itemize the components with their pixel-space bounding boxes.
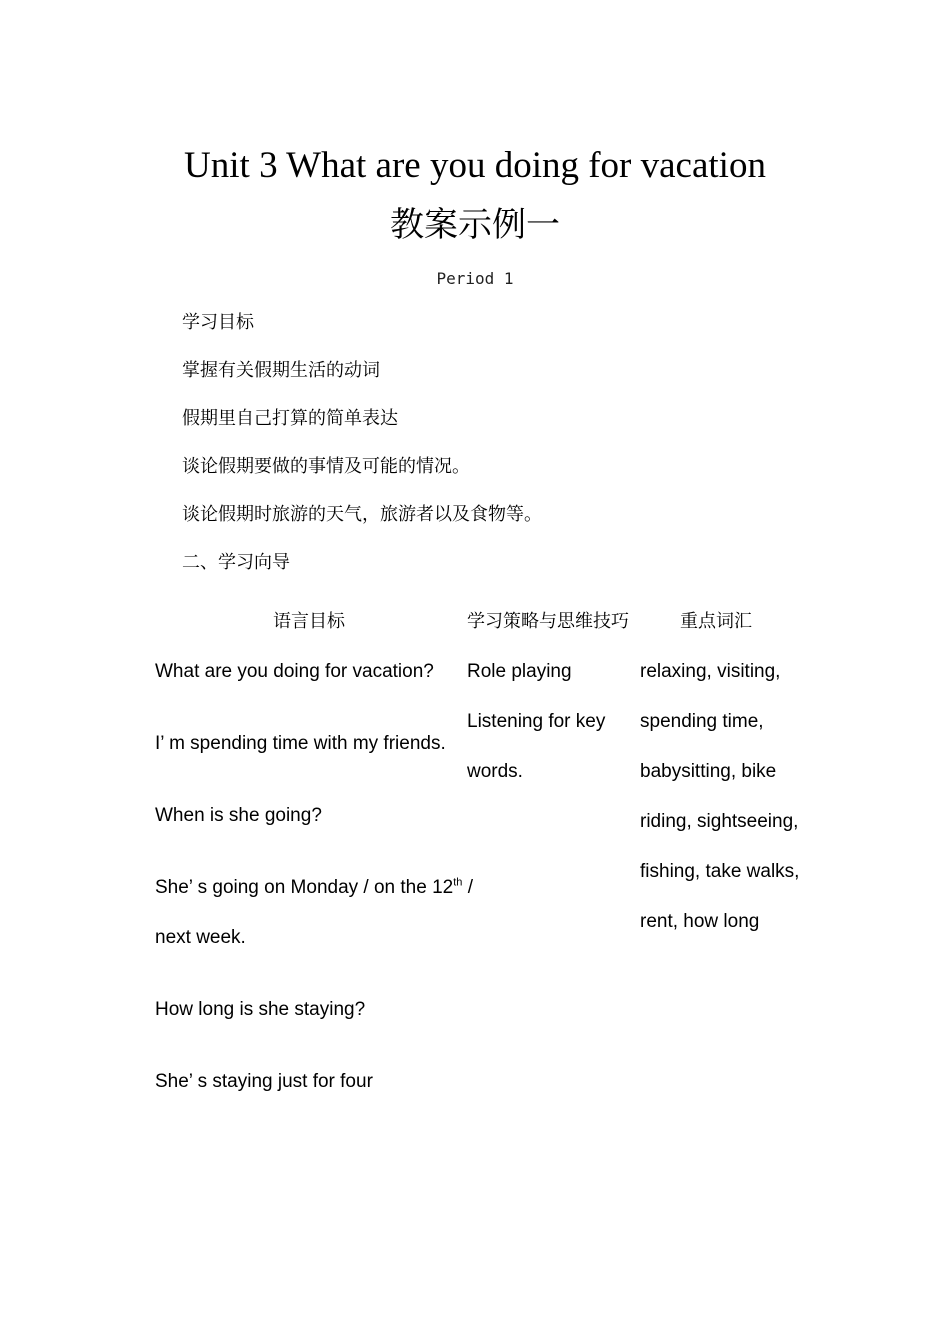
learning-guide-heading: 二、学习向导 [182, 552, 290, 573]
table-header-language-goals: 语言目标 [273, 611, 345, 632]
language-goal-item [155, 863, 475, 963]
learning-goal-item: 假期里自己打算的简单表达 [182, 408, 398, 429]
strategies-column [467, 647, 632, 797]
vocabulary-list: relaxing, visiting, spending time, babysitting, bike riding, sightseeing, fishing, take walks, rent, how long [640, 661, 800, 932]
document-title-english: Unit 3 What are you doing for vacation [184, 145, 766, 186]
language-goal-item: How long is she staying? [155, 999, 366, 1020]
table-header-vocabulary: 重点词汇 [680, 611, 752, 632]
language-goal-item: When is she going? [155, 805, 322, 826]
language-goals-column [155, 647, 475, 1129]
learning-goals-section [182, 309, 882, 597]
period-label: Period 1 [436, 269, 514, 288]
vocabulary-column [640, 647, 805, 947]
monday-line-text-end: / next week. [155, 877, 473, 948]
language-goal-item: She’ s staying just for four [155, 1071, 373, 1092]
learning-goal-item: 谈论假期要做的事情及可能的情况。 [182, 456, 470, 477]
ordinal-suffix: th [453, 876, 463, 889]
learning-goals-heading: 学习目标 [182, 312, 254, 333]
learning-goal-item: 谈论假期时旅游的天气，旅游者以及食物等。 [182, 504, 542, 525]
strategy-item: Role playing [467, 661, 572, 682]
strategy-item: Listening for key words. [467, 711, 606, 782]
language-goal-item: What are you doing for vacation? [155, 661, 434, 682]
learning-goal-item: 掌握有关假期生活的动词 [182, 360, 380, 381]
monday-line-text: She’ s going on Monday / on the 12 [155, 877, 454, 898]
table-header-strategies: 学习策略与思维技巧 [467, 611, 629, 632]
language-goal-item: I’ m spending time with my friends. [155, 733, 446, 754]
document-title-chinese: 教案示例一 [390, 205, 560, 245]
